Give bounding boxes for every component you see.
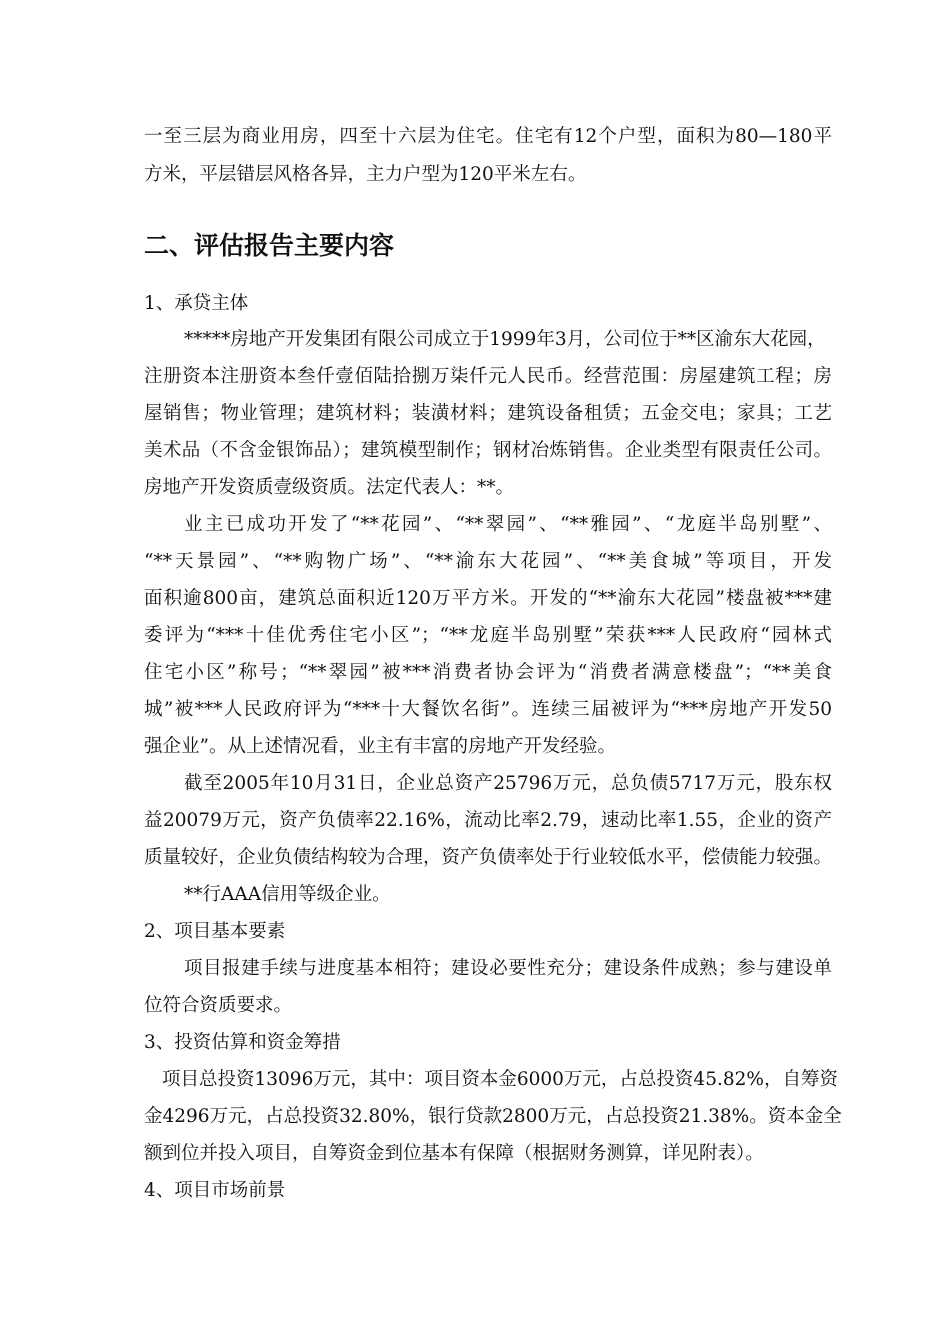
paragraph-line: 额到位并投入项目，自筹资金到位基本有保障（根据财务测算，详见附表）。	[144, 1143, 764, 1164]
paragraph-line: 房地产开发资质壹级资质。法定代表人：**。	[144, 477, 515, 498]
paragraph-line: 项目总投资13096万元，其中：项目资本金6000万元，占总投资45.82%，自筹资	[162, 1069, 838, 1090]
paragraph-line: 委评为“***十佳优秀住宅小区”；“**龙庭半岛别墅”荣获***人民政府“园林式	[144, 625, 832, 646]
intro-line-2: 方米，平层错层风格各异，主力户型为120平米左右。	[144, 164, 587, 185]
paragraph-line: 截至2005年10月31日，企业总资产25796万元，总负债5717万元，股东权	[184, 773, 832, 794]
section-heading: 二、评估报告主要内容	[144, 231, 395, 260]
paragraph-line: 屋销售；物业管理；建筑材料；装潢材料；建筑设备租赁；五金交电；家具；工艺	[144, 403, 832, 424]
subsection-title-2: 2、项目基本要素	[144, 921, 286, 942]
paragraph-line: 质量较好，企业负债结构较为合理，资产负债率处于行业较低水平，偿债能力较强。	[144, 847, 832, 868]
paragraph-line: 美术品（不含金银饰品）；建筑模型制作；钢材冶炼销售。企业类型有限责任公司。	[144, 440, 832, 461]
paragraph-line: “**天景园”、“**购物广场”、“**渝东大花园”、“**美食城”等项目，开发	[144, 551, 832, 572]
paragraph-line: 注册资本注册资本叁仟壹佰陆拾捌万柒仟元人民币。经营范围：房屋建筑工程；房	[144, 366, 832, 387]
paragraph-line: 金4296万元，占总投资32.80%，银行贷款2800万元，占总投资21.38%。资本金全	[144, 1106, 842, 1127]
paragraph-line: 面积逾800亩，建筑总面积近120万平方米。开发的“**渝东大花园”楼盘被***建	[144, 588, 832, 609]
paragraph-line: *****房地产开发集团有限公司成立于1999年3月，公司位于**区渝东大花园，	[184, 329, 826, 350]
subsection-title-4: 4、项目市场前景	[144, 1180, 286, 1201]
paragraph-line: 强企业”。从上述情况看，业主有丰富的房地产开发经验。	[144, 736, 616, 757]
paragraph-line: 住宅小区”称号；“**翠园”被***消费者协会评为“消费者满意楼盘”；“**美食	[144, 662, 832, 683]
paragraph-line: 项目报建手续与进度基本相符；建设必要性充分；建设条件成熟；参与建设单	[184, 958, 832, 979]
paragraph-line: 益20079万元，资产负债率22.16%，流动比率2.79，速动比率1.55，企业的资产	[144, 810, 832, 831]
subsection-title-3: 3、投资估算和资金筹措	[144, 1032, 341, 1053]
intro-line-1: 一至三层为商业用房，四至十六层为住宅。住宅有12个户型，面积为80—180平	[144, 126, 832, 147]
paragraph-line: 业主已成功开发了“**花园”、“**翠园”、“**雅园”、“龙庭半岛别墅”、	[184, 514, 832, 535]
subsection-title-1: 1、承贷主体	[144, 293, 249, 314]
paragraph-line: 城”被***人民政府评为“***十大餐饮名街”。连续三届被评为“***房地产开发50	[144, 699, 832, 720]
paragraph-line: 位符合资质要求。	[144, 995, 293, 1016]
paragraph-line: **行AAA信用等级企业。	[184, 884, 391, 905]
